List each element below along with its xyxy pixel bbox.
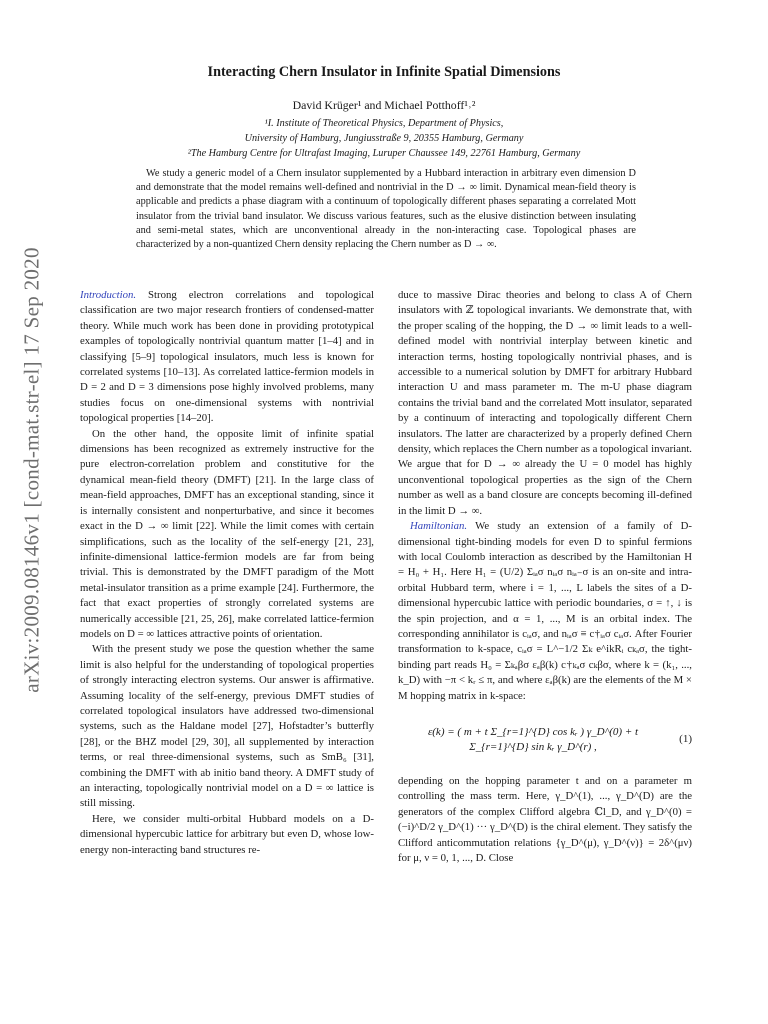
section-heading-hamiltonian: Hamiltonian. xyxy=(410,520,468,533)
affiliation-line-2: University of Hamburg, Jungiusstraße 9, 20355 Hamburg, Germany xyxy=(244,133,524,144)
paragraph-introduction xyxy=(80,288,374,427)
paragraph xyxy=(80,427,374,643)
right-column xyxy=(398,288,692,866)
paragraph-text: Strong electron correlations and topological classification are two major research frontiers of condensed-matter theory. While much work has been done in providing prototypical examples of topologically nontrivial quantum matter [1–4] and in classifying [5–9] topological insulators, much less is known for correlated systems [10–13]. As correlated lattice-fermion models in D = 2 and D = 3 dimensions pose highly involved problems, many studies focus on one-dimensional systems with nontrivial topological properties [14–20]. xyxy=(80,289,374,425)
paragraph xyxy=(80,812,374,858)
arxiv-identifier xyxy=(14,240,50,700)
affiliation-line-3: ²The Hamburg Centre for Ultrafast Imaging, Luruper Chaussee 149, 22761 Hamburg, Germany xyxy=(187,148,581,159)
paper-authors: David Krüger¹ and Michael Potthoff¹˒² xyxy=(292,98,476,112)
left-column xyxy=(80,288,374,858)
paragraph-text: With the present study we pose the question whether the same limit is also helpful for the understanding of topological properties of strongly interacting electron systems. Our answer is affirmative. Assuming locality of the self-energy, previous DMFT studies of correlated topological insulators have addressed two-dimensional systems, such as the Haldane model [27], Hofstadter’s butterfly [28], or the BHZ model [29, 30], all supplemented by interaction terms, or real three-dimensional systems, such as SmB₆ [31], combining the DMFT with ab initio band theory. A DMFT study of an interacting, topologically nontrivial model on a D = ∞ lattice is still missing. xyxy=(80,643,374,810)
section-heading-introduction: Introduction. xyxy=(80,289,137,301)
paragraph-hamiltonian xyxy=(398,519,692,704)
equation-1 xyxy=(398,710,692,770)
affiliation-line-1: ¹I. Institute of Theoretical Physics, Department of Physics, xyxy=(264,118,504,129)
paragraph-text: depending on the hopping parameter t and on a parameter m controlling the mass term. Here, γ_D^(1), ..., γ_D^(D) are the generators of the complex Clifford algebra ℂl_D, and γ_D^(0) = (−i)^D/2 γ_D^(1) ··· γ_D^(D) is the chiral element. They satisfy the Clifford anticommutation relations {γ_D^(μ), γ_D^(ν)} = 2δ^(μν) for μ, ν = 0, 1, ..., D. Close xyxy=(398,774,692,864)
paper-title: Interacting Chern Insulator in Infinite Spatial Dimensions xyxy=(207,64,561,80)
paragraph-text: We study an extension of a family of D-dimensional tight-binding models for even D to spinful fermions with local Coulomb interaction as described by the Hamiltonian H = H₀ + H₁. Here H₁ = (U/2) Σᵢₐσ nᵢₐσ nᵢₐ₋σ is an on-site and intra-orbital Hubbard term, where i = 1, ..., L labels the sites of a D-dimensional hypercubic lattice with periodic boundaries, σ = ↑, ↓ is the spin projection, and α = 1, ..., M is an orbital index. The corresponding annihilator is cᵢₐσ, and nᵢₐσ ≡ c†ᵢₐσ cᵢₐσ. After Fourier transformation to k-space, cᵢₐσ = L^−1/2 Σₖ e^ikRᵢ cₖₐσ, the tight-binding part reads H₀ = Σₖₐβσ εₐβ(k) c†ₖₐσ cₖβσ, where k = (k₁, ..., k_D) with −π < kᵣ ≤ π, and where εₐβ(k) are the elements of the M × M hopping matrix in k-space: xyxy=(398,520,692,702)
paragraph-text: On the other hand, the opposite limit of infinite spatial dimensions has been recognized as extremely instructive for the pure electron-correlation problem and constitutive for the dynamical mean-field theory (DMFT) [21]. In the large class of mean-field approaches, DMFT has an exceptional standing, since it is internally consistent and nonperturbative, and since it becomes exact in the D → ∞ limit [22]. While the limit comes with certain simplifications, such as the locality of the self-energy [21, 23], infinite-dimensional lattice-fermion models are far from being trivial. This is demonstrated by the DMFT paradigm of the Mott metal-insulator transition as a prime example [24]. Furthermore, the fact that exact properties of strongly correlated systems are numerically accessible [21, 25, 26], make correlated lattice-fermion models on D = ∞ lattices attractive points of orientation. xyxy=(80,427,374,640)
paragraph xyxy=(398,288,692,519)
paragraph xyxy=(80,642,374,811)
paragraph xyxy=(398,774,692,866)
abstract: We study a generic model of a Chern insulator supplemented by a Hubbard interaction in arbitrary even dimension D and demonstrate that the model remains well-defined and nontrivial in the D → ∞ limit. Dynamical mean-field theory is applicable and predicts a phase diagram with a continuum of topologically different phases separating a correlated Mott insulator from the trivial band insulator. We discuss various features, such as the elusive distinction between insulating and semi-metal states, which are unconventional already in the non-interacting case. Topological phases are characterized by a non-quantized Chern density replacing the Chern number as D → ∞. xyxy=(136,168,636,251)
paragraph-text: duce to massive Dirac theories and belong to class A of Chern insulators with ℤ topological invariants. We demonstrate that, with the proper scaling of the hopping, the D → ∞ limit leads to a well-defined model with nontrivial interplay between kinetic and interaction terms, hosting topologically nontrivial phases, and is accessible to a numerical solution by DMFT for arbitrary Hubbard interaction U and mass parameter m. The m-U phase diagram contains the trivial band and the correlated Mott insulator, separated by a continuum of interacting and topologically different Chern insulators. The latter are characterized by a properly defined Chern density, which replaces the Chern number as a topological invariant. We argue that for D → ∞ already the U = 0 model has highly unconventional topological properties as the sign of the Chern number as well as a band closure are concepts becoming ill-defined in the limit D → ∞. xyxy=(398,289,692,517)
paragraph-text: Here, we consider multi-orbital Hubbard models on a D-dimensional hypercubic lattice for arbitrary but even D, whose low-energy non-interacting band structures re- xyxy=(80,812,374,856)
arxiv-identifier-text: arXiv:2009.08146v1 [cond-mat.str-el] 17 Sep 2020 xyxy=(19,247,44,693)
equation-body: ε(k) = ( m + t Σ_{r=1}^{D} cos kᵣ ) γ_D^(0) + t Σ_{r=1}^{D} sin kᵣ γ_D^(r) , xyxy=(427,725,639,753)
equation-number: (1) xyxy=(679,733,692,746)
